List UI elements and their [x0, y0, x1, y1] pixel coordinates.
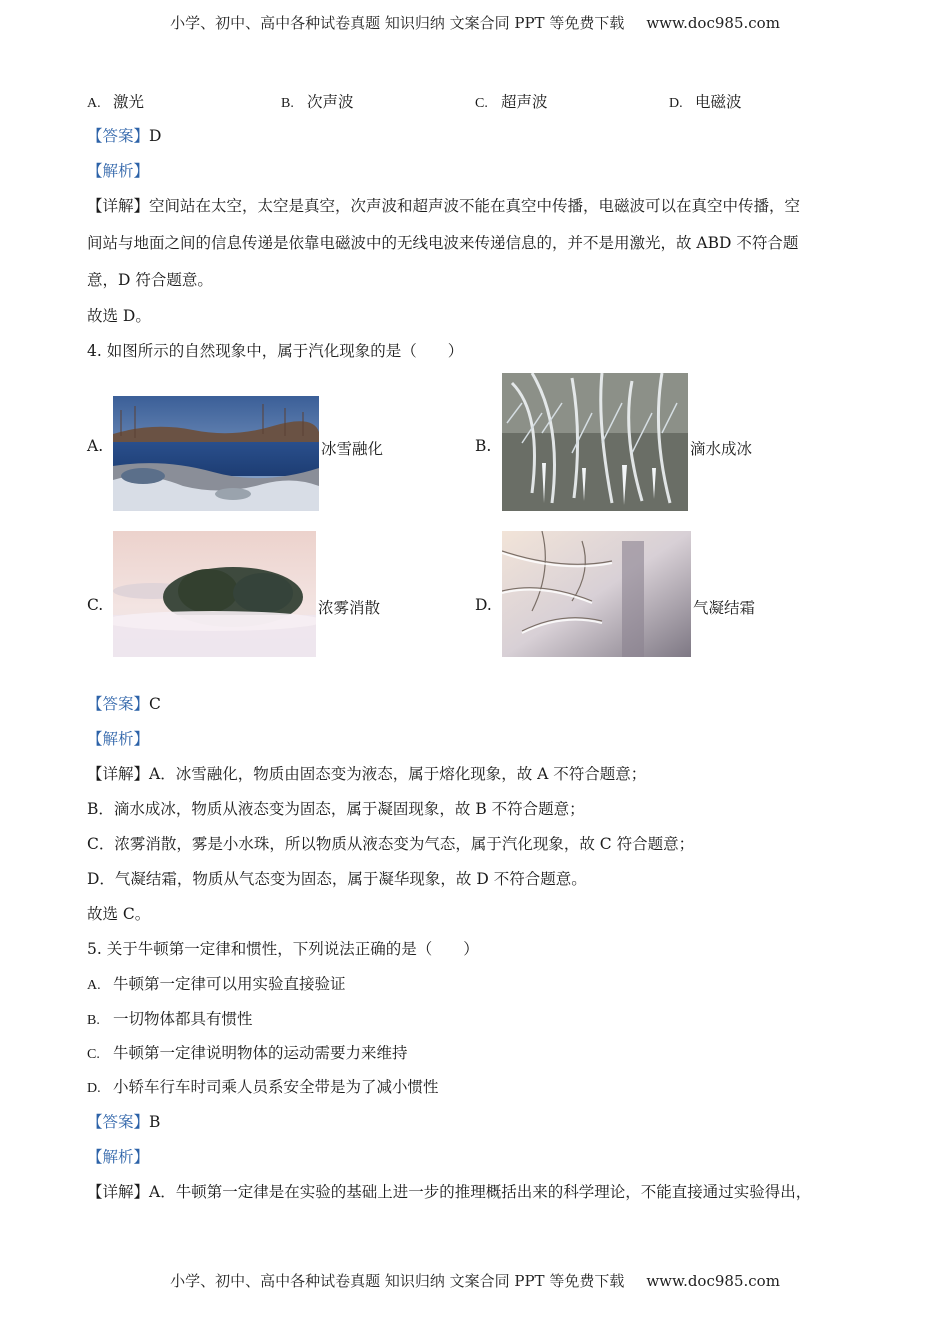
page-header — [0, 12, 950, 33]
q5-stem: 5. 关于牛顿第一定律和惯性，下列说法正确的是（ ） — [87, 940, 479, 958]
q5-option-a: A. 牛顿第一定律可以用实验直接验证 — [87, 975, 346, 993]
q5-answer: 【答案】B — [87, 1113, 161, 1131]
q3-answer: 【答案】D — [87, 127, 162, 145]
q4-option-b-caption: 滴水成冰 — [690, 440, 753, 458]
q3-detail-line-1: 【详解】空间站在太空，太空是真空，次声波和超声波不能在真空中传播，电磁波可以在真空中传播，空 — [87, 197, 801, 215]
q3-conclusion: 故选 D。 — [87, 307, 151, 325]
footer-text: 小学、初中、高中各种试卷真题 知识归纳 文案合同 PPT 等免费下载 — [170, 1272, 625, 1290]
q3-analysis-tag: 【解析】 — [87, 162, 150, 180]
q3-option-a: A. 激光 — [87, 93, 145, 111]
q4-option-d-letter: D. — [475, 596, 492, 614]
header-site[interactable]: www.doc985.com — [646, 14, 780, 32]
q4-detail-d: D．气凝结霜，物质从气态变为固态，属于凝华现象，故 D 不符合题意。 — [87, 870, 587, 888]
q4-option-a-letter: A. — [87, 437, 104, 455]
q5-option-b: B. 一切物体都具有惯性 — [87, 1010, 253, 1028]
q5-analysis-tag: 【解析】 — [87, 1148, 150, 1166]
q4-detail-c: C．浓雾消散，雾是小水珠，所以物质从液态变为气态，属于汽化现象，故 C 符合题意； — [87, 835, 695, 853]
page-footer — [0, 1270, 950, 1291]
q4-option-b-letter: B. — [475, 437, 492, 455]
q5-detail-a: 【详解】A．牛顿第一定律是在实验的基础上进一步的推理概括出来的科学理论，不能直接通过实验得出， — [87, 1183, 812, 1201]
snow-melting-photo — [113, 396, 319, 511]
q4-option-a-caption: 冰雪融化 — [321, 440, 384, 458]
q5-option-c: C. 牛顿第一定律说明物体的运动需要力来维持 — [87, 1044, 408, 1062]
q4-analysis-tag: 【解析】 — [87, 730, 150, 748]
q4-stem: 4. 如图所示的自然现象中，属于汽化现象的是（ ） — [87, 342, 464, 360]
icicles-photo — [502, 373, 688, 511]
q4-detail-a: 【详解】A．冰雪融化，物质由固态变为液态，属于熔化现象，故 A 不符合题意； — [87, 765, 647, 783]
header-text: 小学、初中、高中各种试卷真题 知识归纳 文案合同 PPT 等免费下载 — [170, 14, 625, 32]
q3-option-b: B. 次声波 — [281, 93, 354, 111]
q4-option-c-caption: 浓雾消散 — [318, 599, 381, 617]
q3-option-c: C. 超声波 — [475, 93, 548, 111]
q3-detail-line-2: 间站与地面之间的信息传递是依靠电磁波中的无线电波来传递信息的，并不是用激光，故 ABD 不符合题 — [87, 234, 799, 252]
q4-option-d-caption: 气凝结霜 — [693, 599, 756, 617]
q4-answer: 【答案】C — [87, 695, 161, 713]
q4-option-c-letter: C. — [87, 596, 104, 614]
q4-detail-b: B．滴水成冰，物质从液态变为固态，属于凝固现象，故 B 不符合题意； — [87, 800, 585, 818]
q3-detail-line-3: 意，D 符合题意。 — [87, 271, 213, 289]
q4-conclusion: 故选 C。 — [87, 905, 151, 923]
fog-tree-photo — [113, 531, 316, 657]
q3-option-d: D. 电磁波 — [669, 93, 742, 111]
frost-photo — [502, 531, 691, 657]
footer-site[interactable]: www.doc985.com — [646, 1272, 780, 1290]
q5-option-d: D. 小轿车行车时司乘人员系安全带是为了减小惯性 — [87, 1078, 439, 1096]
